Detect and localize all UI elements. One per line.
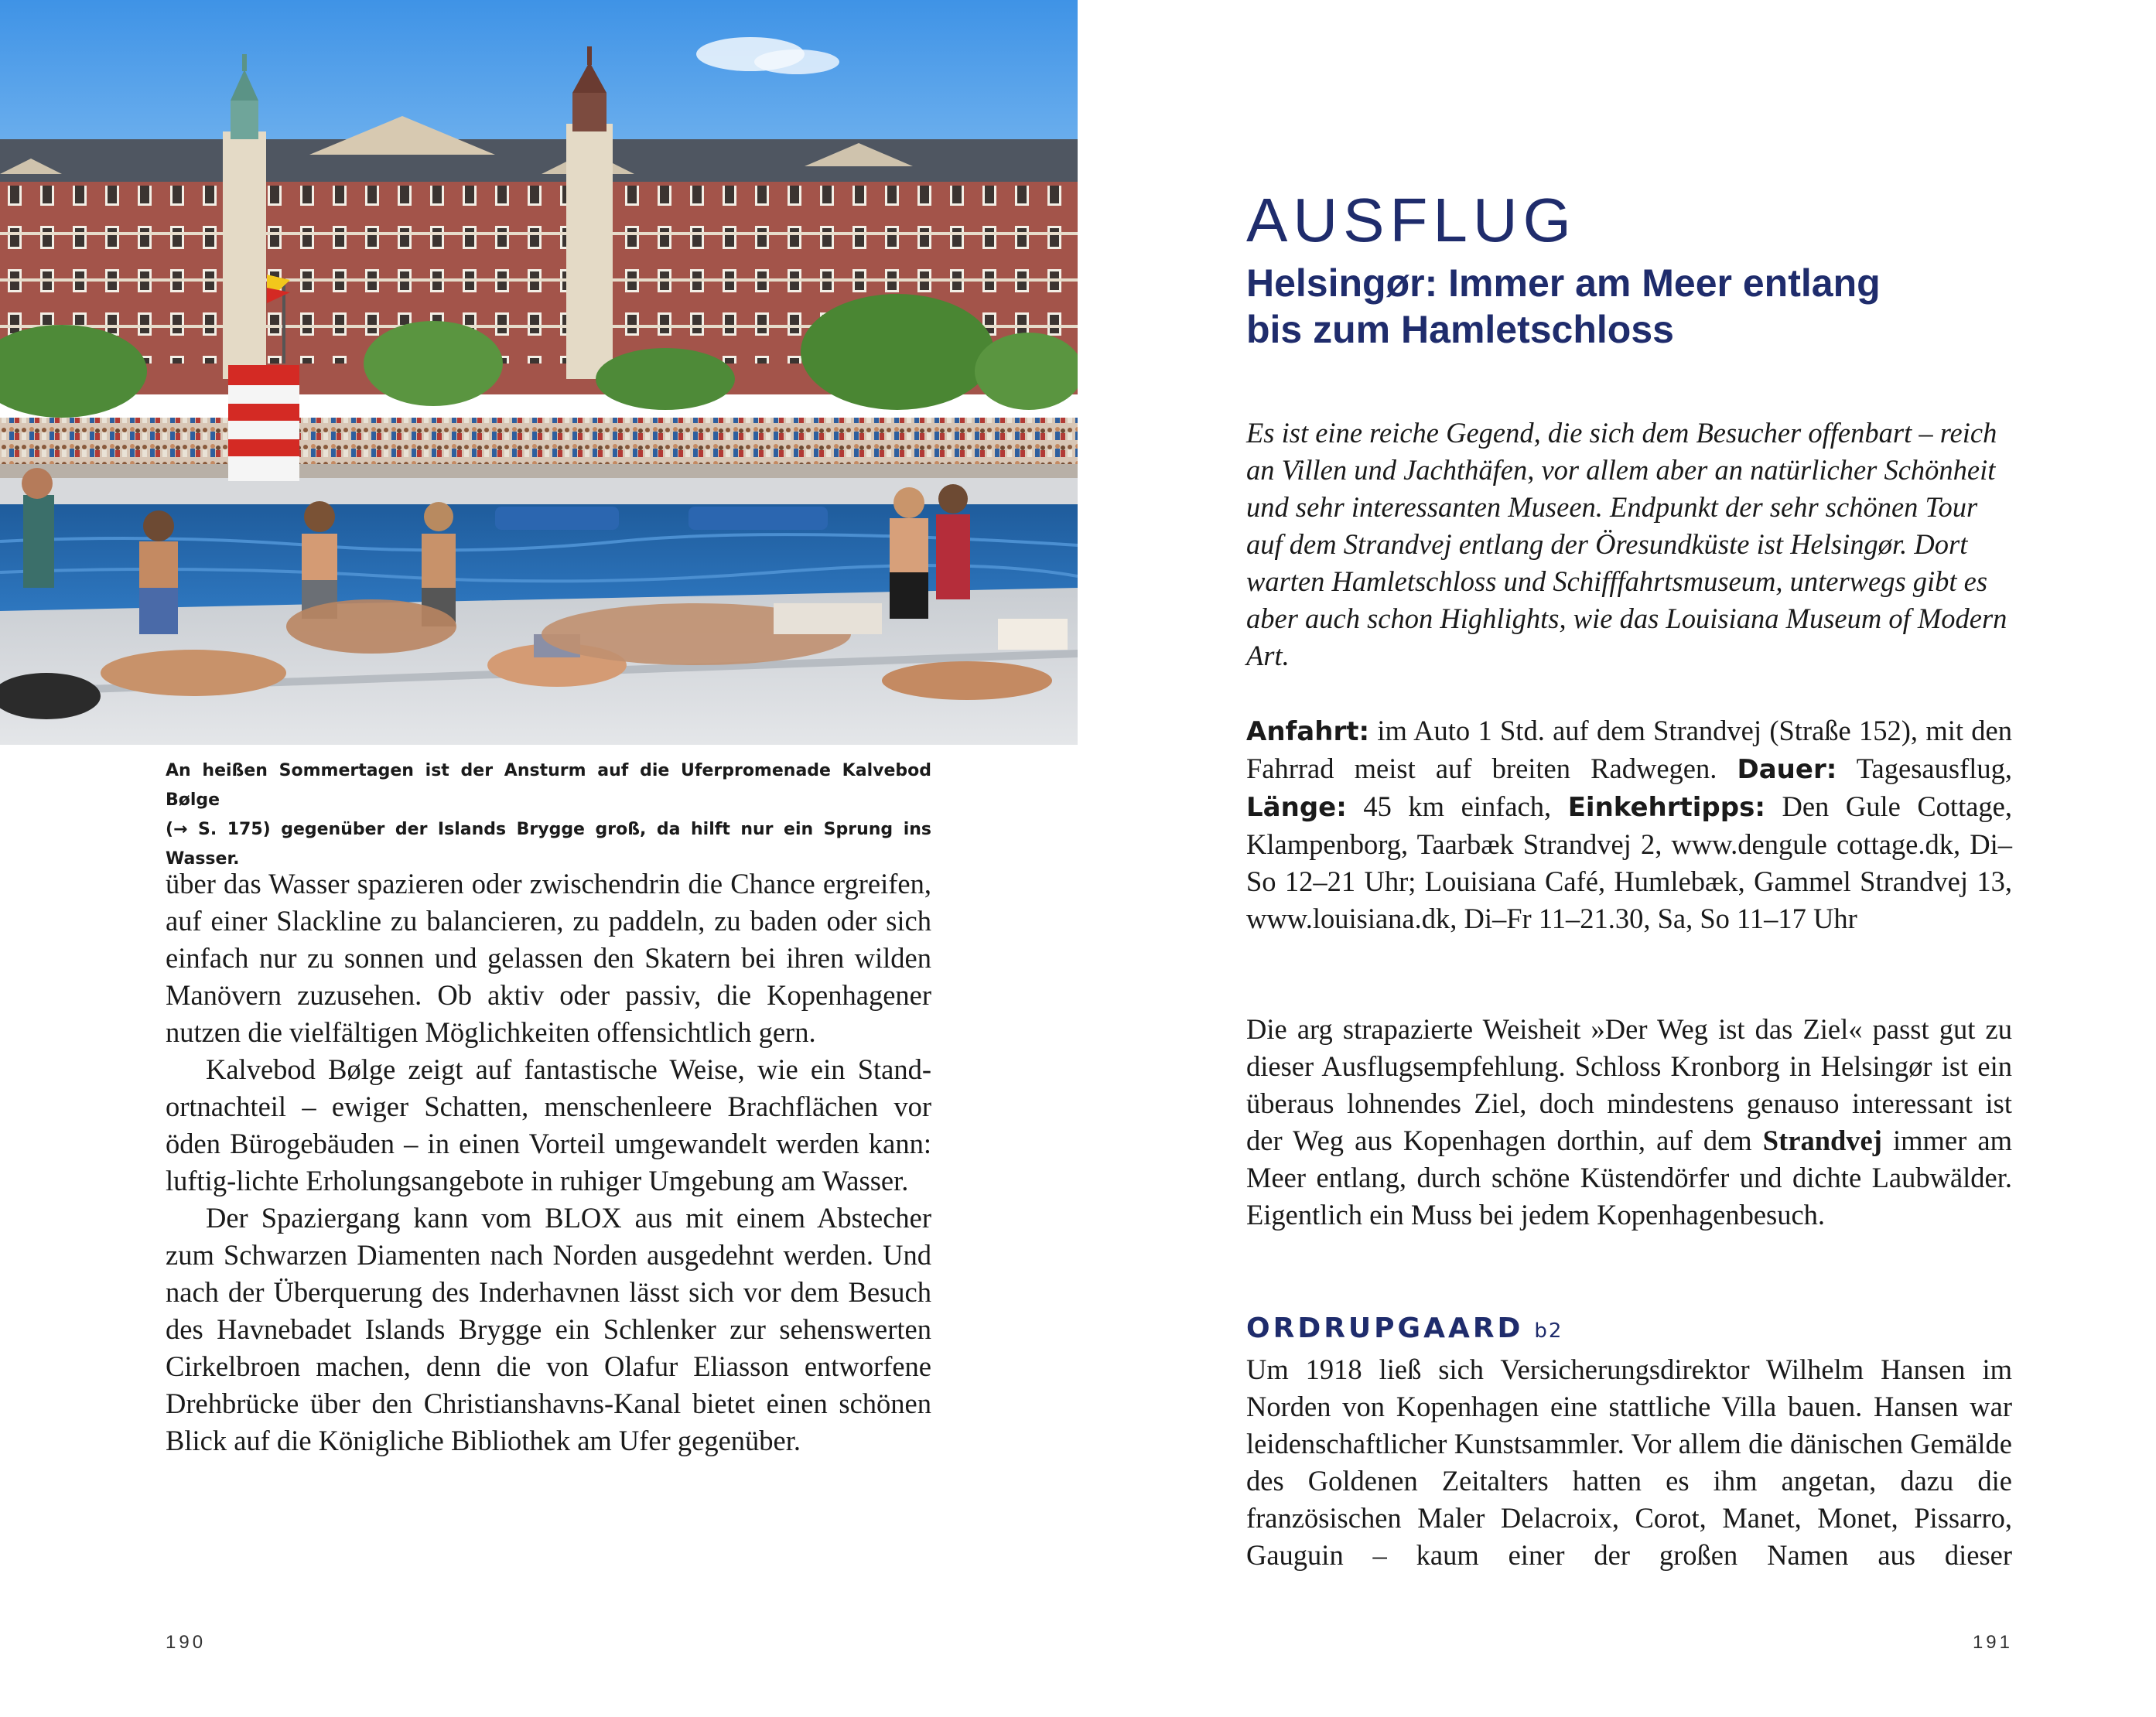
paragraph-part: immer am Meer entlang, durch schöne Küstendörfer und dichte Laubwälder. Eigentlich ein Muss bei jedem Kopenhagenbesuch. — [1246, 1125, 2012, 1231]
paragraph: Kalvebod Bølge zeigt auf fantastische Weise, wie ein Standortnachteil – ewiger Schatten, menschenleere Brachflächen vor öden Bürogebäuden – in einen Vorteil umgewandelt werden kann: luftig-lichte Erholungsangebote in ruhiger Umgebung am Wasser. — [166, 1053, 931, 1196]
section-heading — [1246, 1309, 2012, 1351]
info-label-laenge: Länge: — [1246, 792, 1347, 823]
lead-paragraph: Es ist eine reiche Gegend, die sich dem Besucher offenbart – reich an Villen und Jachthäfen, vor allem aber an natürlicher Schönheit und sehr interessanten Museen. Endpunkt der sehr schönen Tour auf dem Strandvej entlang der Öresundküste ist Helsingør. Dort warten Hamletschloss und Schifffahrtsmuseum, unterwegs gibt es aber auch schon Highlights, wie das Louisiana Museum of Modern Art. — [1246, 417, 2007, 671]
title-line: Helsingør: Immer am Meer entlang — [1246, 261, 1881, 305]
harbour-photo — [0, 0, 1078, 745]
info-text: im Auto 1 Std. auf dem Strandvej (Straße 152), mit den Fahrrad meist auf breiten Radwegen. — [1246, 715, 2012, 784]
paragraph: Der Spaziergang kann vom BLOX aus mit einem Abstecher zum Schwarzen Diamenten nach Norden ausgedehnt werden. Und nach der Überquerung des Inderhavnen lässt sich vor dem Besuch des Havnebadet Islands Brygge ein Schlenker zur sehenswerten Cirkelbroen machen, denn die von Olafur Eliasson entworfene Drehbrücke über den Christianshavns-Kanal bietet einen schönen Blick auf die Königliche Bibliothek am Ufer gegenüber. — [166, 1202, 931, 1456]
info-label-anfahrt: Anfahrt: — [1246, 716, 1370, 747]
photo-caption — [166, 756, 931, 874]
paragraph — [1246, 1011, 2012, 1234]
caption-line: An heißen Sommertagen ist der Ansturm auf die Uferpromenade Kalvebod Bølge — [166, 761, 931, 810]
title-line: bis zum Hamletschloss — [1246, 308, 1674, 351]
emphasis-strandvej: Strandvej — [1762, 1125, 1882, 1156]
left-body-text — [166, 865, 931, 1459]
section-ordrupgaard — [1246, 1309, 2012, 1574]
paragraph: über das Wasser spazieren oder zwischendrin die Chance ergreifen, auf einer Slackline zu balancieren, zu paddeln, zu baden oder sich einfach nur zu sonnen und gelassen den Skatern bei ihren wilden Manövern zuzusehen. Ob aktiv oder passiv, die Kopenhagener nutzen die vielfältigen Möglichkeiten offensichtlich gern. — [166, 868, 931, 1048]
paragraph: Um 1918 ließ sich Versicherungsdirektor Wilhelm Hansen im Norden von Kopenhagen eine stattliche Villa bauen. Hansen war leidenschaftlicher Kunstsammler. Vor allem die dänischen Gemälde des Goldenen Zeitalters hatten es ihm angetan, dazu die französischen Maler Delacroix, Corot, Manet, Monet, Pissarro, Gauguin – kaum einer der großen Namen aus dieser — [1246, 1353, 2012, 1571]
info-label-einkehrtipps: Einkehrtipps: — [1567, 792, 1765, 823]
caption-line: (→ S. 175) gegenüber der Islands Brygge groß, da hilft nur ein Sprung ins Wasser. — [166, 820, 931, 869]
info-paragraph — [1246, 712, 2012, 937]
page-title — [1246, 260, 2020, 353]
info-label-dauer: Dauer: — [1737, 754, 1837, 785]
info-text: Tagesausflug, — [1837, 753, 2012, 784]
page-number: 190 — [166, 1632, 207, 1653]
section-title: ORDRUPGAARD — [1246, 1312, 1524, 1344]
intro-text — [1246, 1011, 2012, 1234]
map-grid-reference: b2 — [1534, 1319, 1563, 1343]
info-text: Den Gule Cottage, Klampenborg, Taarbæk Strandvej 2, www.dengule cottage.dk, Di–So 12–21 Uhr; Louisiana Café, Humlebæk, Gammel Strandvej 13, www.louisiana.dk, Di–Fr 11–21.30, Sa, So 11–17 Uhr — [1246, 790, 2012, 934]
paragraph-part: Die arg strapazierte Weisheit »Der Weg ist das Ziel« passt gut zu dieser Ausflugsempfehlung. Schloss Kronborg in Helsingør ist ein überaus lohnendes Ziel, doch mindestens genauso interessant ist der Weg aus Kopenhagen dorthin, auf dem — [1246, 1013, 2012, 1156]
right-page — [1078, 0, 2156, 1717]
info-text: 45 km einfach, — [1346, 790, 1568, 822]
section-kicker: AUSFLUG — [1246, 186, 1577, 254]
travel-info — [1246, 712, 2012, 937]
page-number: 191 — [1972, 1632, 2013, 1653]
